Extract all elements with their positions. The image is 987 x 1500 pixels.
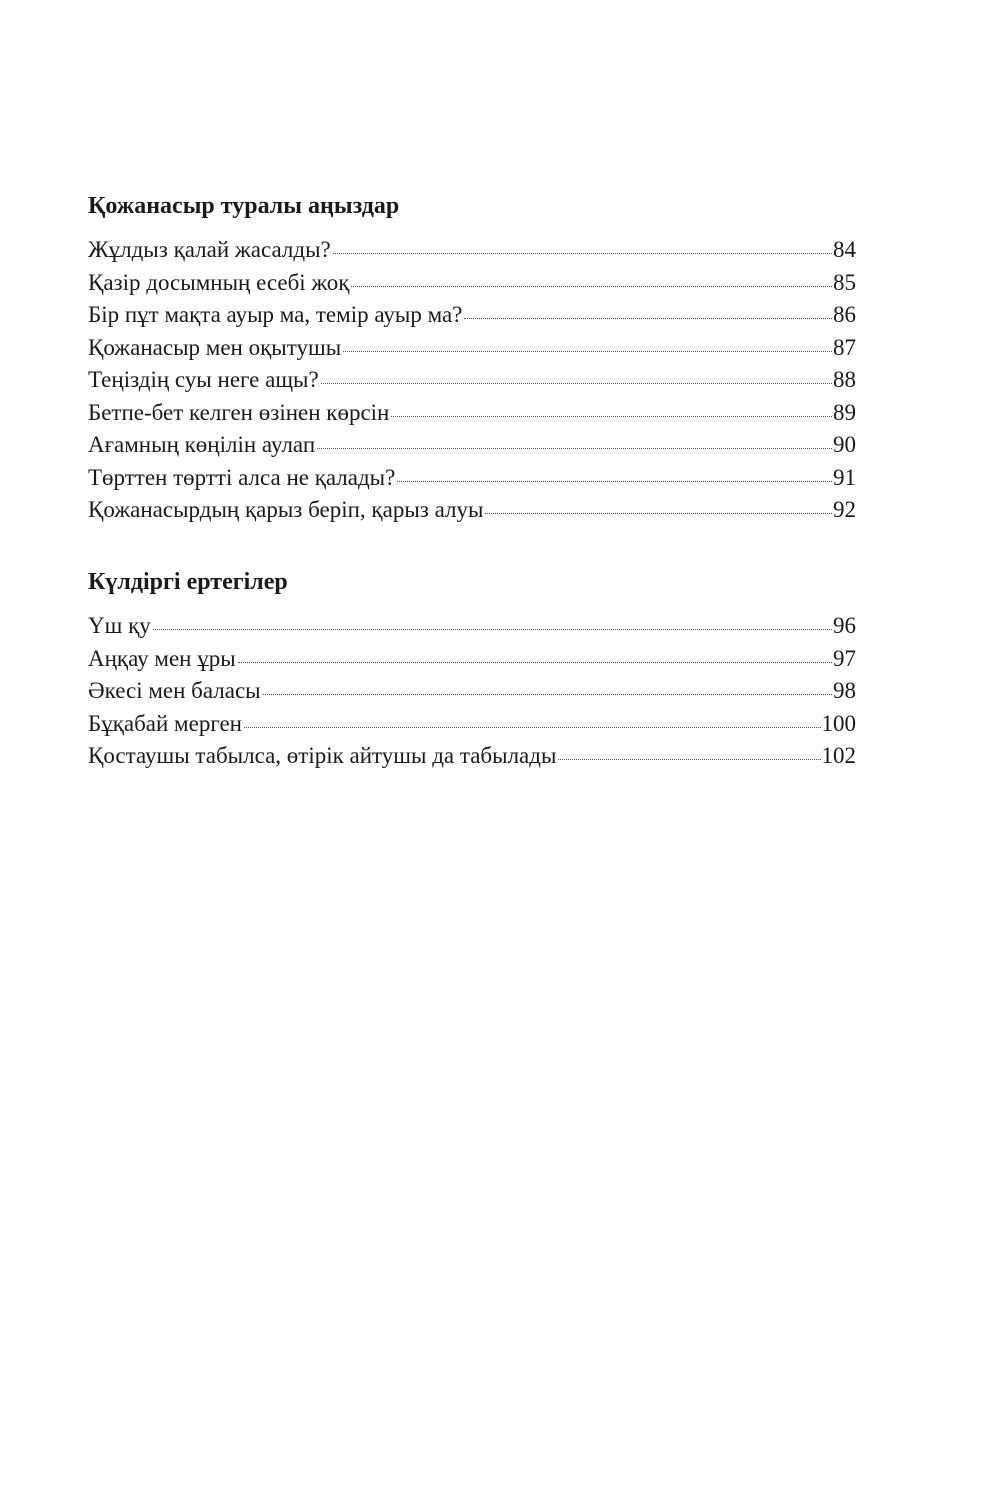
dot-leader bbox=[238, 662, 832, 663]
dot-leader bbox=[153, 629, 832, 630]
section-heading: Күлдіргі ертегілер bbox=[88, 569, 288, 595]
toc-entry bbox=[88, 740, 856, 773]
entry-page-number: 92 bbox=[833, 497, 856, 522]
entry-title: Бетпе-бет келген өзінен көрсін bbox=[88, 399, 390, 425]
toc-entry bbox=[88, 234, 856, 267]
entry-title: Үш қу bbox=[88, 613, 151, 638]
entry-page-number: 98 bbox=[833, 678, 856, 703]
entry-title: Әкесі мен баласы bbox=[88, 678, 261, 703]
toc-section-1 bbox=[88, 190, 856, 527]
toc-entry bbox=[88, 364, 856, 397]
toc-entry bbox=[88, 708, 856, 741]
dot-leader bbox=[263, 694, 832, 695]
entry-title: Төрттен төртті алса не қалады? bbox=[88, 464, 396, 490]
entry-page-number: 87 bbox=[833, 334, 856, 360]
entry-page-number: 86 bbox=[833, 302, 856, 327]
dot-leader bbox=[464, 318, 832, 319]
dot-leader bbox=[343, 351, 832, 352]
toc-entry bbox=[88, 675, 856, 708]
dot-leader bbox=[397, 481, 832, 482]
dot-leader bbox=[558, 759, 820, 760]
entry-title: Аңқау мен ұры bbox=[88, 645, 236, 671]
dot-leader bbox=[317, 448, 832, 449]
entry-page-number: 100 bbox=[821, 710, 856, 736]
entry-title: Қостаушы табылса, өтірік айтушы да табылады bbox=[88, 743, 557, 768]
entry-page-number: 97 bbox=[833, 645, 856, 671]
dot-leader bbox=[333, 253, 832, 254]
dot-leader bbox=[391, 416, 832, 417]
entry-page-number: 96 bbox=[833, 613, 856, 638]
dot-leader bbox=[244, 727, 821, 728]
entry-page-number: 85 bbox=[833, 269, 856, 295]
entry-page-number: 90 bbox=[833, 432, 856, 457]
entry-title: Жұлдыз қалай жасалды? bbox=[88, 237, 331, 262]
entry-page-number: 84 bbox=[833, 237, 856, 262]
toc-section-2 bbox=[88, 566, 856, 773]
entry-title: Бұқабай мерген bbox=[88, 710, 242, 736]
toc-entry bbox=[88, 397, 856, 430]
entry-page-number: 102 bbox=[821, 743, 856, 768]
entry-title: Қазір досымның есебі жоқ bbox=[88, 269, 350, 295]
entry-page-number: 91 bbox=[833, 464, 856, 490]
dot-leader bbox=[485, 513, 832, 514]
entry-title: Теңіздің суы неге ащы? bbox=[88, 367, 319, 392]
dot-leader bbox=[321, 383, 832, 384]
entry-title: Қожанасыр мен оқытушы bbox=[88, 334, 342, 360]
dot-leader bbox=[351, 286, 832, 287]
entry-title: Қожанасырдың қарыз беріп, қарыз алуы bbox=[88, 497, 484, 522]
entry-page-number: 89 bbox=[833, 399, 856, 425]
toc-entry bbox=[88, 643, 856, 676]
toc-entry bbox=[88, 462, 856, 495]
entry-title: Ағамның көңілін аулап bbox=[88, 432, 316, 457]
toc-entry bbox=[88, 332, 856, 365]
entry-page-number: 88 bbox=[833, 367, 856, 392]
toc-entry bbox=[88, 299, 856, 332]
entry-title: Бір пұт мақта ауыр ма, темір ауыр ма? bbox=[88, 302, 463, 327]
toc-entry bbox=[88, 267, 856, 300]
section-heading: Қожанасыр туралы аңыздар bbox=[88, 193, 400, 219]
toc-entry bbox=[88, 429, 856, 462]
toc-entry bbox=[88, 610, 856, 643]
toc-entry bbox=[88, 494, 856, 527]
